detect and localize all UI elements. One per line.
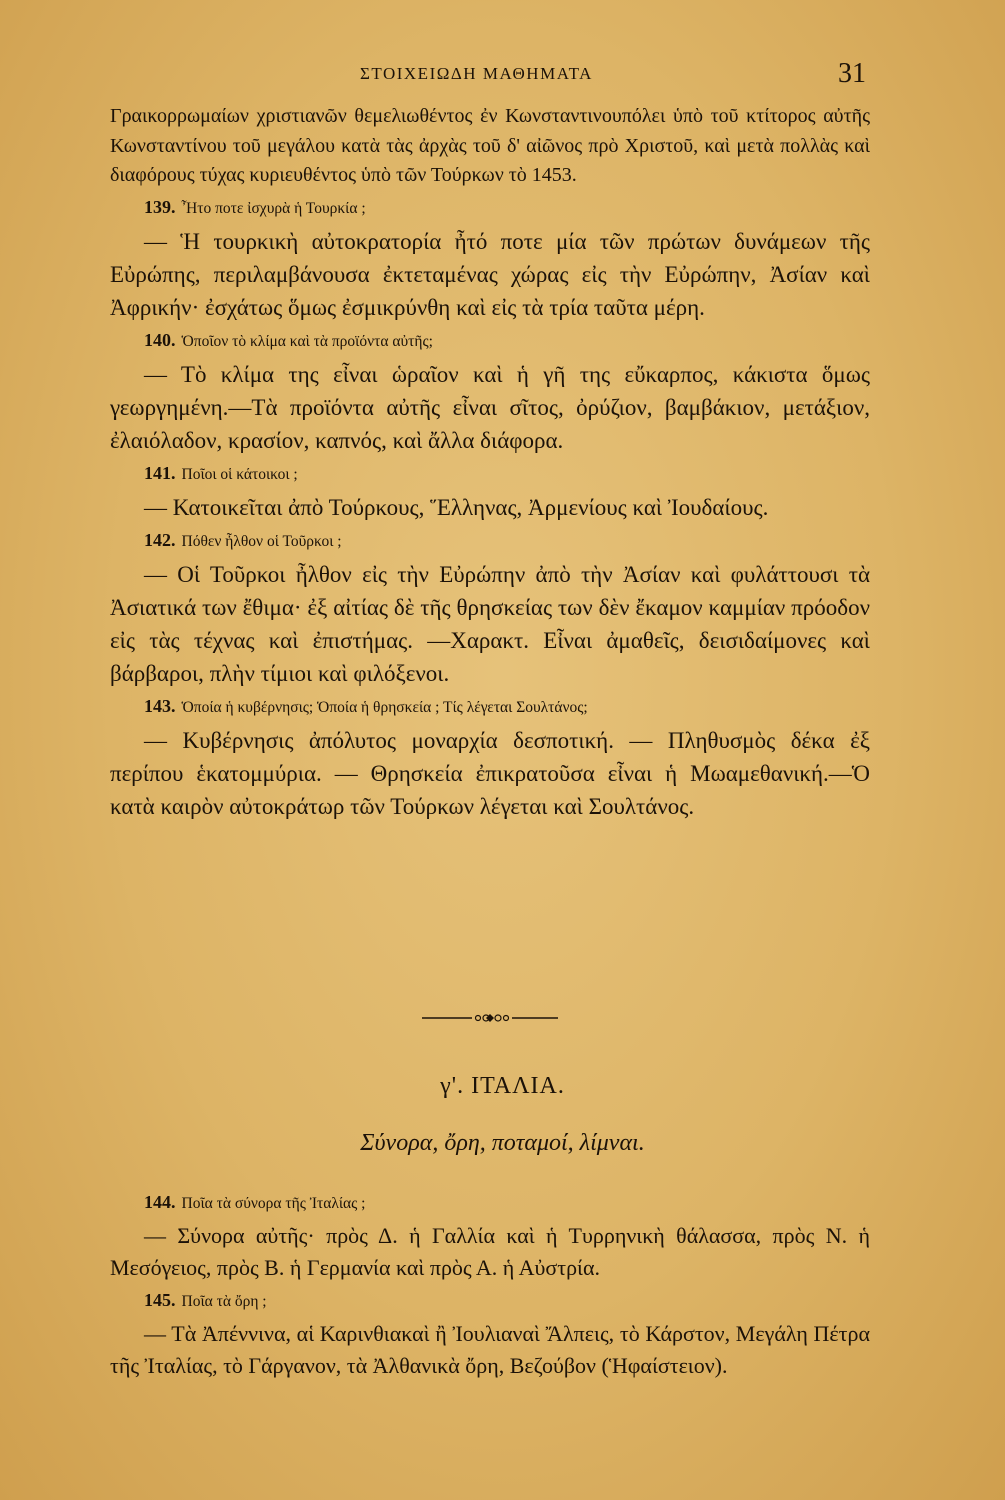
page-header <box>0 58 1005 92</box>
question-text: Ὁποία ἡ κυβέρνησις; Ὁποία ἡ θρησκεία ; Τίς λέγεται Σουλτάνος; <box>181 698 588 716</box>
question <box>110 694 870 720</box>
question-text: Ποῖα τὰ σύνορα τῆς Ἰταλίας ; <box>181 1195 366 1212</box>
entry-number: 141. <box>144 462 176 483</box>
italy-text <box>110 1186 870 1382</box>
ornamental-divider <box>420 1013 560 1023</box>
question-text: Ὁποῖον τὸ κλίμα καὶ τὰ προϊόντα αὐτῆς; <box>181 332 433 350</box>
main-text <box>110 102 870 823</box>
question-text: Ποῖα τὰ ὄρη ; <box>181 1293 267 1310</box>
entry-number: 140. <box>144 329 176 350</box>
answer: — Τὰ Ἀπέννινα, αἱ Καρινθιακαὶ ἢ Ἰουλιαναὶ Ἄλπεις, τὸ Κάρστον, Μεγάλη Πέτρα τῆς Ἰταλίας, τὸ Γάργανον, τὰ Ἀλθανικὰ ὄρη, Βεζούβον (Ἡφαίστειον). <box>110 1321 870 1378</box>
entry-number: 145. <box>144 1290 176 1310</box>
question <box>110 461 870 487</box>
question <box>110 195 870 221</box>
section-title: γ'. ΙΤΑΛΙΑ. <box>440 1073 565 1099</box>
entry <box>110 1190 870 1284</box>
question <box>110 328 870 354</box>
question-text: Ποῖοι οἱ κάτοικοι ; <box>181 465 298 483</box>
answer: — Τὸ κλίμα της εἶναι ὡραῖον καὶ ἡ γῆ της εὔκαρπος, κάκιστα ὅμως γεωργημένη.—Τὰ προϊόντα αὐτῆς εἶναι σῖτος, ὀρύζιον, βαμβάκιον, μετάξιον, ἐλαιόλαδον, κρασίον, καπνός, καὶ ἄλλα διάφορα. <box>110 361 870 453</box>
entry <box>110 694 870 823</box>
entry <box>110 195 870 324</box>
question <box>110 1190 870 1216</box>
intro-paragraph: Γραικορρωμαίων χριστιανῶν θεμελιωθέντος ἐν Κωνσταντινουπόλει ὑπὸ τοῦ κτίτορος αὐτῆς Κωνσταντίνου τοῦ μεγάλου κατὰ τὰς ἀρχὰς τοῦ δ' αἰῶνος πρὸ Χριστοῦ, καὶ μετὰ πολλὰς καὶ διαφόρους τύχας κυριευθέντος ὑπὸ τῶν Τούρκων τὸ 1453. <box>110 105 870 186</box>
entry <box>110 528 870 690</box>
question-text: Ἦτο ποτε ἰσχυρὰ ἡ Τουρκία ; <box>181 199 366 217</box>
section-subtitle: Σύνορα, ὄρη, ποταμοί, λίμναι. <box>360 1130 645 1156</box>
entry <box>110 328 870 457</box>
running-head: ΣΤΟΙΧΕΙΩΔΗ ΜΑΘΗΜΑΤΑ <box>360 64 593 83</box>
answer: — Κυβέρνησις ἀπόλυτος μοναρχία δεσποτική. — Πληθυσμὸς δέκα ἐξ περίπου ἑκατομμύρια. — Θρησκεία ἐπικρατοῦσα εἶναι ἡ Μωαμεθανική.—Ὁ κατὰ καιρὸν αὐτοκράτωρ τῶν Τούρκων λέγεται καὶ Σουλτάνος. <box>110 727 870 819</box>
entry <box>110 461 870 524</box>
entry <box>110 1288 870 1382</box>
entry-number: 139. <box>144 196 176 217</box>
entry-number: 143. <box>144 695 176 716</box>
entry-number: 142. <box>144 529 176 550</box>
question <box>110 1288 870 1314</box>
answer: — Οἱ Τοῦρκοι ἦλθον εἰς τὴν Εὐρώπην ἀπὸ τὴν Ἀσίαν καὶ φυλάττουσι τὰ Ἀσιατικά των ἔθιμα· ἐξ αἰτίας δὲ τῆς θρησκείας των δὲν ἔκαμον καμμίαν πρόοδον εἰς τὰς τέχνας καὶ ἐπιστήμας. —Χαρακτ. Εἶναι ἀμαθεῖς, δεισιδαίμονες καὶ βάρβαροι, πλὴν τίμιοι καὶ φιλόξενοι. <box>110 561 870 686</box>
question-text: Πόθεν ἦλθον οἱ Τοῦρκοι ; <box>181 532 342 550</box>
entry-number: 144. <box>144 1192 176 1212</box>
answer: — Ἡ τουρκικὴ αὐτοκρατορία ἦτό ποτε μία τῶν πρώτων δυνάμεων τῆς Εὐρώπης, περιλαμβάνουσα ἐκτεταμένας χώρας εἰς τὴν Εὐρώπην, Ἀσίαν καὶ Ἀφρικήν· ἐσχάτως ὅμως ἐσμικρύνθη καὶ εἰς τὰ τρία ταῦτα μέρη. <box>110 228 870 320</box>
answer: — Κατοικεῖται ἀπὸ Τούρκους, Ἕλληνας, Ἀρμενίους καὶ Ἰουδαίους. <box>144 494 769 520</box>
question <box>110 528 870 554</box>
answer: — Σύνορα αὐτῆς· πρὸς Δ. ἡ Γαλλία καὶ ἡ Τυρρηνικὴ θάλασσα, πρὸς Ν. ἡ Μεσόγειος, πρὸς Β. ἡ Γερμανία καὶ πρὸς Α. ἡ Αὐστρία. <box>110 1223 870 1280</box>
page-number: 31 <box>838 58 866 89</box>
